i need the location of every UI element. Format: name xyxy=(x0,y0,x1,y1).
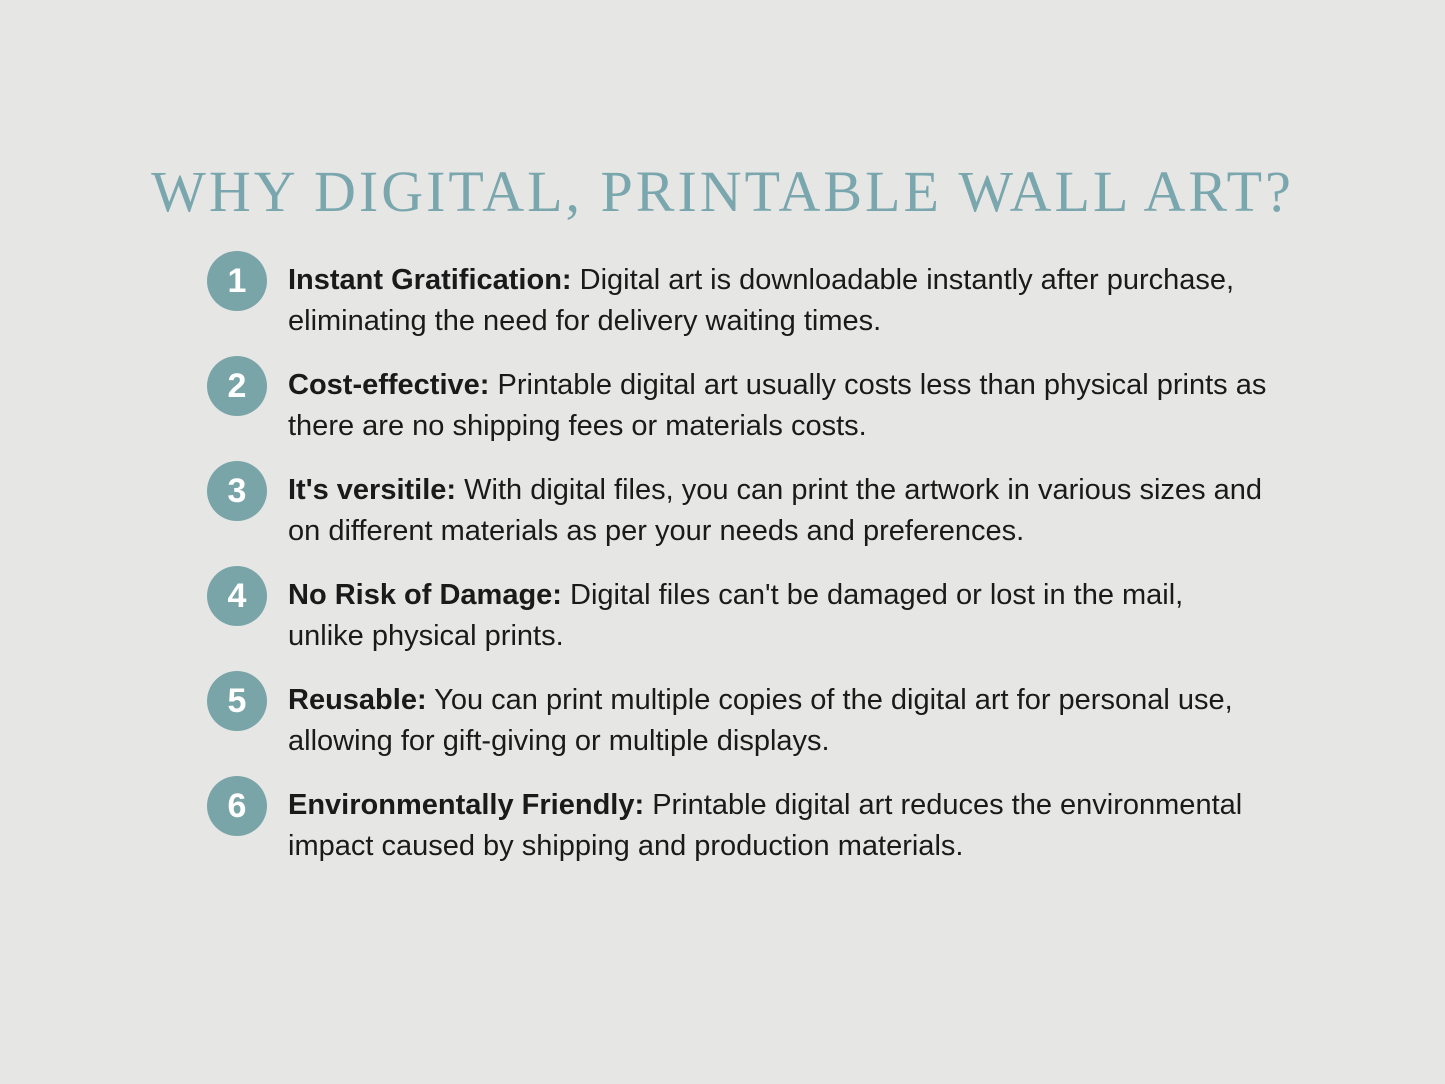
item-text xyxy=(288,785,1267,867)
item-body: Digital files can't be damaged or lost in the mail, unlike physical prints. xyxy=(288,579,1184,652)
list-item xyxy=(207,470,1267,552)
list-item xyxy=(207,575,1267,657)
list-item xyxy=(207,260,1267,342)
item-body: With digital files, you can print the artwork in various sizes and on different materials as per your needs and preferences. xyxy=(288,474,1263,547)
benefits-list xyxy=(207,260,1267,867)
item-lead: Instant Gratification: xyxy=(288,264,572,296)
item-lead: It's versitile: xyxy=(288,474,457,506)
item-body: Printable digital art reduces the environmental impact caused by shipping and production materials. xyxy=(288,789,1243,862)
item-text xyxy=(288,470,1267,552)
item-text xyxy=(288,575,1267,657)
item-body: You can print multiple copies of the digital art for personal use, allowing for gift-giving or multiple displays. xyxy=(288,684,1233,757)
number-badge: 3 xyxy=(207,461,267,521)
item-lead: No Risk of Damage: xyxy=(288,579,562,611)
number-badge: 4 xyxy=(207,566,267,626)
number-badge: 5 xyxy=(207,671,267,731)
number-badge: 6 xyxy=(207,776,267,836)
list-item xyxy=(207,785,1267,867)
item-text xyxy=(288,260,1267,342)
item-text xyxy=(288,365,1267,447)
item-body: Digital art is downloadable instantly after purchase, eliminating the need for delivery waiting times. xyxy=(288,264,1235,337)
item-lead: Cost-effective: xyxy=(288,369,490,401)
page-title: WHY DIGITAL, PRINTABLE WALL ART? xyxy=(151,158,1294,224)
item-lead: Reusable: xyxy=(288,684,427,716)
list-item xyxy=(207,365,1267,447)
item-body: Printable digital art usually costs less than physical prints as there are no shipping fees or materials costs. xyxy=(288,369,1267,442)
number-badge: 1 xyxy=(207,251,267,311)
item-lead: Environmentally Friendly: xyxy=(288,789,645,821)
item-text xyxy=(288,680,1267,762)
number-badge: 2 xyxy=(207,356,267,416)
list-item xyxy=(207,680,1267,762)
